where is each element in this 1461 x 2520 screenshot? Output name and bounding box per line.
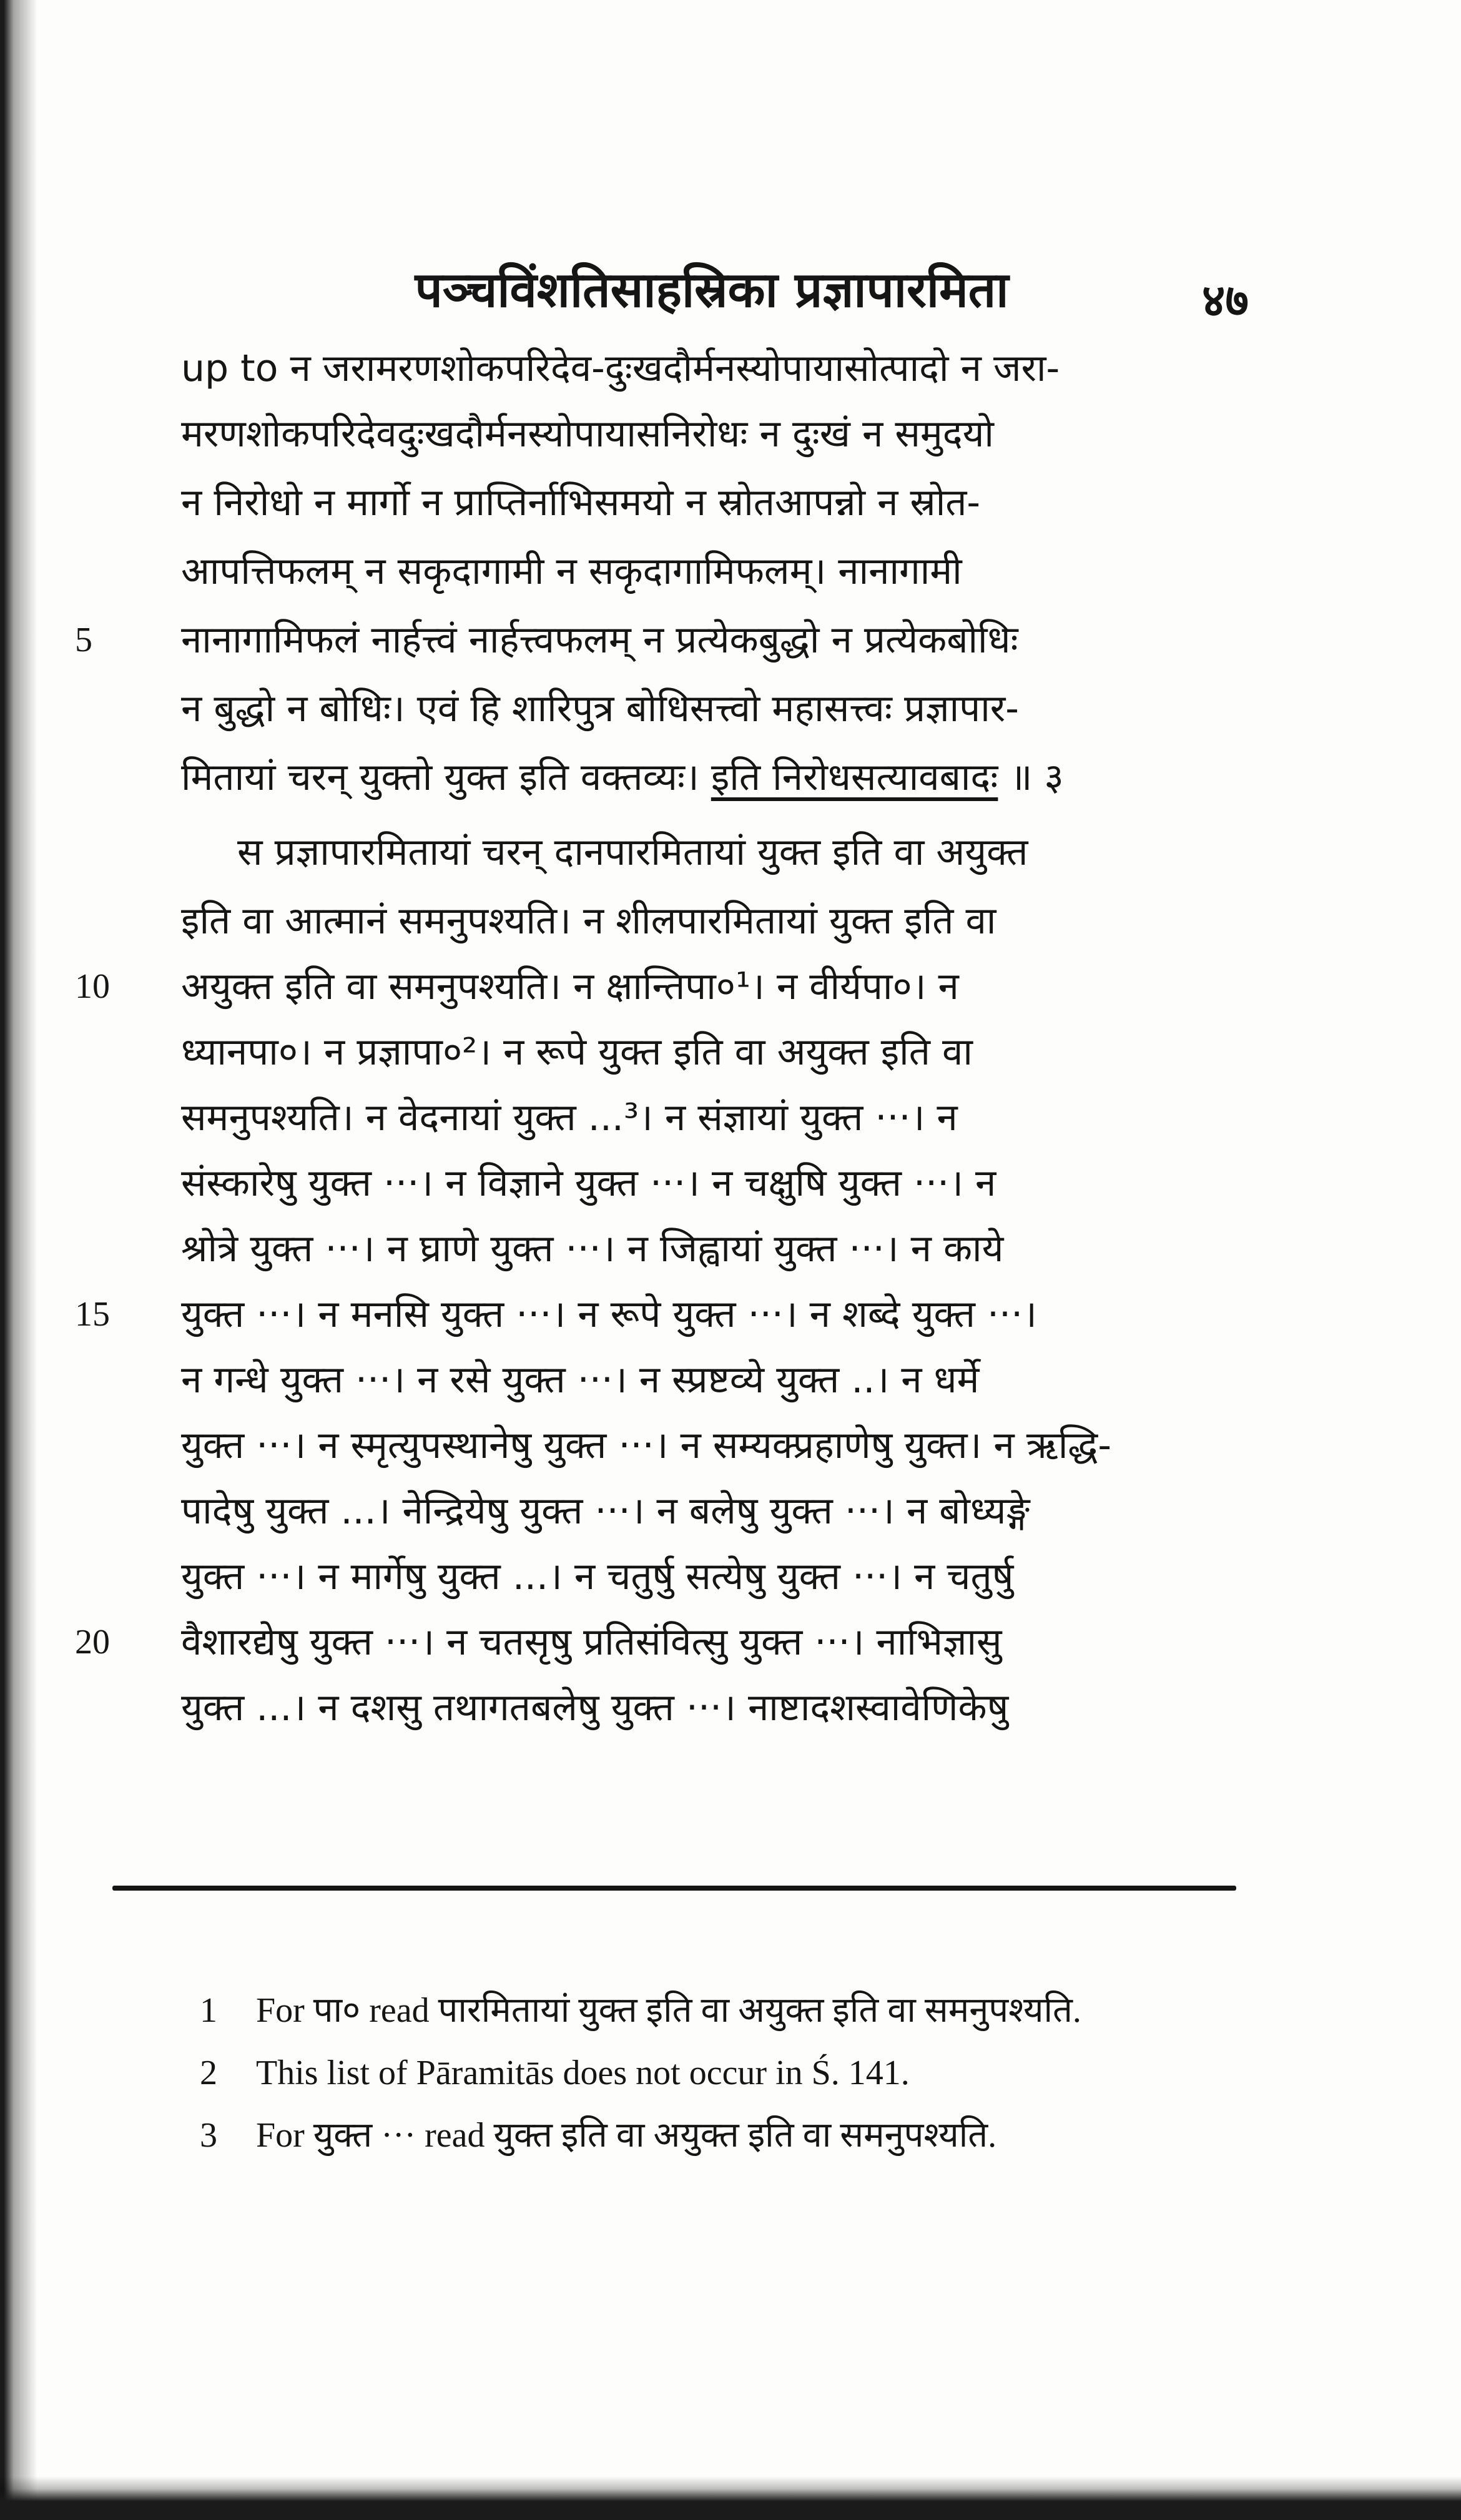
text-line: न बुद्धो न बोधिः। एवं हि शारिपुत्र बोधिसत्त्वो महासत्त्वः प्रज्ञापार- — [181, 687, 1019, 731]
text-line: संस्कारेषु युक्त ···। न विज्ञाने युक्त ···। न चक्षुषि युक्त ···। न — [181, 1161, 996, 1205]
line-number: 5 — [75, 621, 92, 659]
footnote-1 — [200, 1986, 1261, 2035]
text-line: युक्त ...। न दशसु तथागतबलेषु युक्त ···। नाष्टादशस्वावेणिकेषु — [181, 1686, 1009, 1730]
text-line: युक्त ···। न मनसि युक्त ···। न रूपे युक्त ···। न शब्दे युक्त ···। — [181, 1292, 1037, 1336]
line-number: 15 — [75, 1295, 110, 1334]
footnote-mark: 3 — [200, 2116, 217, 2155]
text-line: श्रोत्रे युक्त ···। न घ्राणे युक्त ···। न जिह्वायां युक्त ···। न काये — [181, 1227, 1004, 1271]
text-line: मरणशोकपरिदेवदुःखदौर्मनस्योपायासनिरोधः न दुःखं न समुदयो — [181, 412, 994, 456]
text-line: समनुपश्यति। न वेदनायां युक्त ...³। न संज्ञायां युक्त ···। न — [181, 1096, 958, 1139]
text-line: आपत्तिफलम् न सकृदागामी न सकृदागामिफलम्। नानागामी — [181, 549, 962, 593]
text-line: स प्रज्ञापारमितायां चरन् दानपारमितायां युक्त इति वा अयुक्त — [237, 830, 1028, 874]
section-end-label: इति निरोधसत्यावबादः — [711, 756, 998, 799]
page-title: पञ्चविंशतिसाहस्रिका प्रज्ञापारमिता — [415, 262, 1009, 318]
footnote-mark: 1 — [200, 1991, 217, 2030]
text-line-section-end — [181, 749, 1286, 805]
text-line: इति वा आत्मानं समनुपश्यति। न शीलपारमितायां युक्त इति वा — [181, 899, 996, 943]
text-line: up to न जरामरणशोकपरिदेव-दुःखदौर्मनस्योपायासोत्पादो न जरा- — [181, 347, 1060, 390]
line-number: 20 — [75, 1623, 110, 1661]
page-bottom-edge — [0, 2476, 1461, 2520]
text-line: ध्यानपा०। न प्रज्ञापा०²। न रूपे युक्त इति वा अयुक्त इति वा — [181, 1030, 973, 1074]
page-binding-edge — [0, 0, 37, 2520]
footnote-2 — [200, 2048, 1261, 2098]
footnote-text: For पा० read पारमितायां युक्त इति वा अयुक्त इति वा समनुपश्यति. — [256, 1991, 1081, 2030]
text-line: युक्त ···। न स्मृत्युपस्थानेषु युक्त ···। न सम्यक्प्रहाणेषु युक्त। न ऋद्धि- — [181, 1424, 1112, 1467]
text-line: न निरोधो न मार्गो न प्राप्तिर्नाभिसमयो न स्रोतआपन्नो न स्रोत- — [181, 481, 981, 524]
text-segment: मितायां चरन् युक्तो युक्त इति वक्तव्यः। — [181, 756, 699, 799]
text-line: वैशारद्येषु युक्त ···। न चतसृषु प्रतिसंवित्सु युक्त ···। नाभिज्ञासु — [181, 1620, 1002, 1664]
footnote-text: This list of Pāramitās does not occur in Ś. 141. — [256, 2054, 910, 2092]
footnote-mark: 2 — [200, 2054, 217, 2092]
text-line: पादेषु युक्त ...। नेन्द्रियेषु युक्त ···। न बलेषु युक्त ···। न बोध्यङ्गे — [181, 1489, 1030, 1533]
section-end-marker: ॥ ३ — [1010, 756, 1064, 799]
footnote-text: For युक्त ··· read युक्त इति वा अयुक्त इति वा समनुपश्यति. — [256, 2116, 997, 2155]
text-line: अयुक्त इति वा समनुपश्यति। न क्षान्तिपा०¹। न वीर्यपा०। न — [181, 965, 959, 1008]
footnote-3 — [200, 2110, 1261, 2160]
footnote-separator-rule — [112, 1886, 1236, 1891]
page-number: ४७ — [1202, 274, 1249, 327]
text-line: युक्त ···। न मार्गेषु युक्त ...। न चतुर्षु सत्येषु युक्त ···। न चतुर्षु — [181, 1555, 1014, 1598]
text-line: न गन्धे युक्त ···। न रसे युक्त ···। न स्प्रष्टव्ये युक्त ..। न धर्मे — [181, 1358, 980, 1402]
line-number: 10 — [75, 967, 110, 1006]
text-line: नानागामिफलं नार्हत्त्वं नार्हत्त्वफलम् न प्रत्येकबुद्धो न प्रत्येकबोधिः — [181, 618, 1018, 662]
